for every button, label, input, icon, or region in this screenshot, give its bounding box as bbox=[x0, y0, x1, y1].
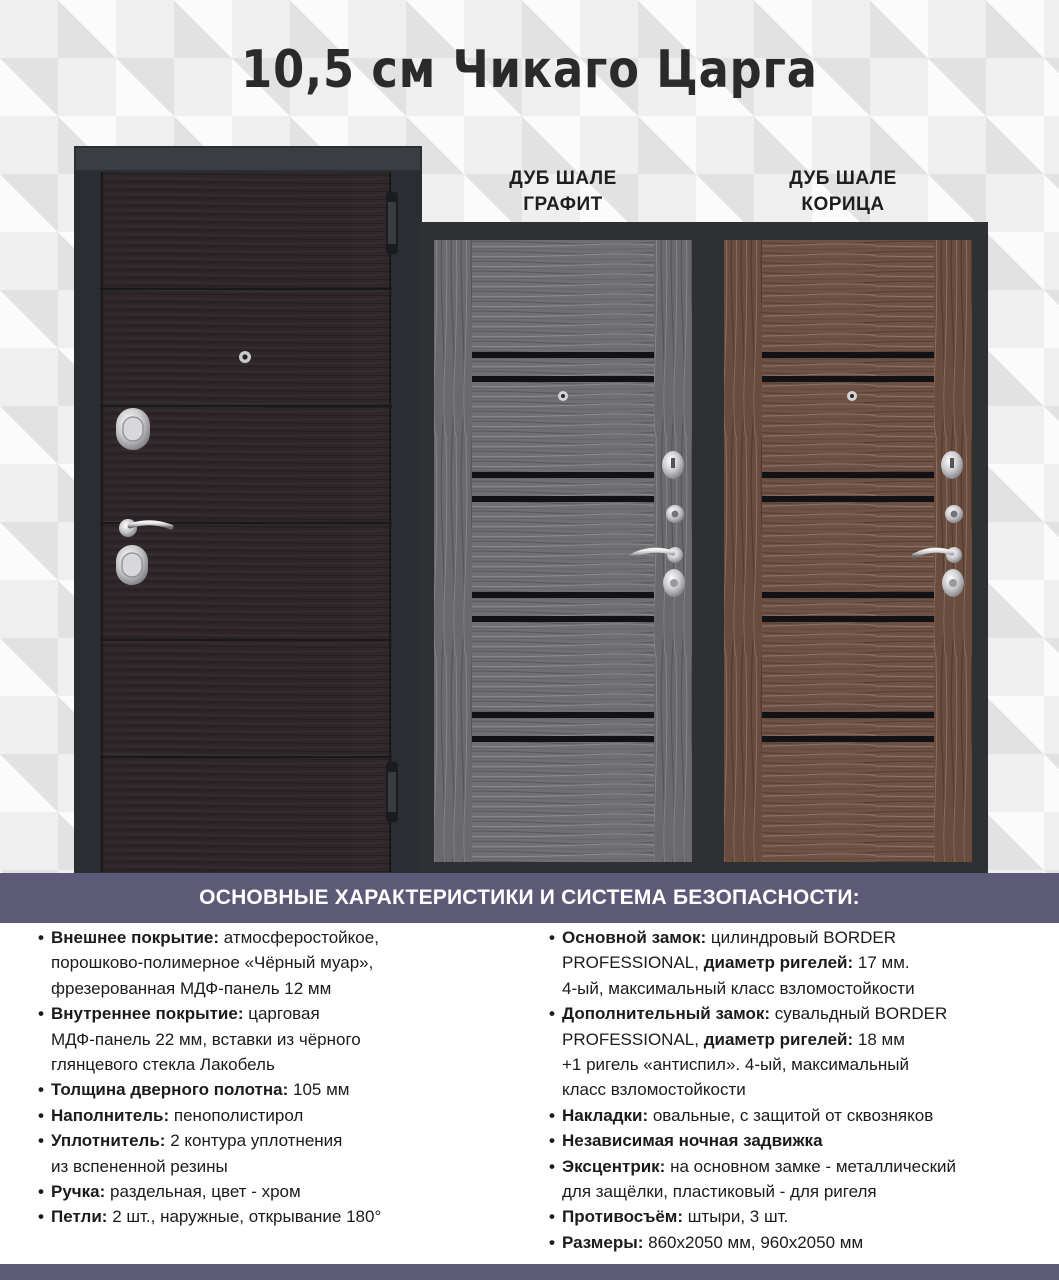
spec-label: Независимая ночная задвижка bbox=[562, 1131, 823, 1151]
spec-item bbox=[38, 1204, 508, 1229]
spec-text: +1 ригель «антиспил». 4-ый, максимальный bbox=[562, 1055, 909, 1075]
bullet: • bbox=[38, 1207, 44, 1227]
spec-text: царговая bbox=[243, 1004, 320, 1024]
spec-text: 17 мм. bbox=[853, 953, 910, 973]
door-hinge-icon bbox=[386, 192, 398, 254]
bullet: • bbox=[38, 1131, 44, 1151]
spec-text: раздельная, цвет - хром bbox=[105, 1182, 301, 1202]
spec-text: 2 шт., наружные, открывание 180° bbox=[107, 1207, 382, 1227]
spec-label: Основной замок: bbox=[562, 928, 707, 947]
bullet: • bbox=[549, 1232, 555, 1252]
lock-cover-icon bbox=[663, 569, 685, 597]
spec-item-covers bbox=[549, 1103, 1049, 1128]
specs-banner bbox=[0, 873, 1059, 923]
spec-label: Эксцентрик: bbox=[562, 1156, 666, 1176]
spec-text: цилиндровый BORDER bbox=[706, 928, 896, 947]
door-label-cinnamon-line1: ДУБ ШАЛЕ bbox=[789, 168, 897, 189]
spec-text: 860х2050 мм, 960х2050 мм bbox=[643, 1232, 864, 1252]
spec-label: Петли: bbox=[51, 1207, 108, 1227]
spec-text: из вспененной резины bbox=[51, 1156, 228, 1176]
spec-text: 2 контура уплотнения bbox=[165, 1131, 343, 1151]
spec-text: PROFESSIONAL, bbox=[562, 953, 704, 973]
spec-text: пенополистирол bbox=[169, 1105, 304, 1125]
specs-heading: ОСНОВНЫЕ ХАРАКТЕРИСТИКИ И СИСТЕМА БЕЗОПАСНОСТИ: bbox=[199, 886, 860, 909]
spec-text: на основном замке - металлический bbox=[665, 1156, 957, 1176]
spec-item-night-latch bbox=[549, 1128, 1049, 1153]
spec-label: диаметр ригелей: bbox=[703, 1029, 854, 1049]
spec-item bbox=[38, 1001, 508, 1077]
exterior-door-frame-top bbox=[76, 148, 420, 170]
bullet: • bbox=[38, 1182, 44, 1202]
spec-label: Наполнитель: bbox=[51, 1105, 170, 1125]
specs-left-column bbox=[38, 925, 508, 1230]
door-label-cinnamon-line2: КОРИЦА bbox=[801, 194, 885, 215]
spec-item bbox=[38, 1103, 508, 1128]
spec-item-main-lock bbox=[549, 925, 1049, 1001]
spec-text: 18 мм bbox=[853, 1029, 905, 1049]
spec-label: Дополнительный замок: bbox=[562, 1004, 771, 1024]
lock-cover-icon bbox=[662, 451, 684, 479]
bullet: • bbox=[549, 1131, 555, 1151]
spec-label: Внешнее покрытие: bbox=[51, 928, 220, 947]
bullet: • bbox=[38, 1080, 44, 1100]
door-hinge-icon bbox=[386, 762, 398, 822]
bullet: • bbox=[549, 928, 555, 947]
spec-text: овальные, с защитой от сквозняков bbox=[648, 1105, 934, 1125]
lock-cover-icon bbox=[941, 451, 963, 479]
door-label-graphite-line1: ДУБ ШАЛЕ bbox=[509, 168, 617, 189]
bullet: • bbox=[38, 1105, 44, 1125]
specs-right-column bbox=[549, 925, 1049, 1255]
spec-item-sizes bbox=[549, 1230, 1049, 1255]
lock-cover-icon bbox=[942, 569, 964, 597]
spec-label: Ручка: bbox=[51, 1182, 106, 1202]
bullet: • bbox=[549, 1207, 555, 1227]
lock-cover-icon bbox=[116, 408, 150, 450]
bullet: • bbox=[549, 1105, 555, 1125]
page-title: 10,5 см Чикаго Царга bbox=[241, 40, 818, 100]
spec-text: фрезерованная МДФ-панель 12 мм bbox=[51, 978, 332, 998]
lock-cover-icon bbox=[945, 505, 963, 523]
spec-item bbox=[38, 1077, 508, 1102]
spec-item-eccentric bbox=[549, 1154, 1049, 1205]
spec-item-anti-removal bbox=[549, 1204, 1049, 1229]
bullet: • bbox=[549, 1004, 555, 1024]
spec-text: глянцевого стекла Лакобель bbox=[51, 1055, 275, 1075]
spec-text: штыри, 3 шт. bbox=[683, 1207, 789, 1227]
lock-cover-icon bbox=[666, 505, 684, 523]
spec-item bbox=[38, 925, 508, 1001]
peephole-icon bbox=[239, 351, 251, 363]
spec-item-additional-lock bbox=[549, 1001, 1049, 1103]
peephole-icon bbox=[847, 391, 857, 401]
spec-label: Уплотнитель: bbox=[51, 1131, 166, 1151]
spec-label: Противосъём: bbox=[562, 1207, 684, 1227]
spec-item bbox=[38, 1128, 508, 1179]
spec-item bbox=[38, 1179, 508, 1204]
bullet: • bbox=[38, 928, 44, 947]
spec-text: атмосферостойкое, bbox=[219, 928, 379, 947]
bullet: • bbox=[38, 1004, 44, 1024]
cinnamon-left-stile bbox=[724, 240, 762, 862]
spec-label: Размеры: bbox=[562, 1232, 644, 1252]
spec-label: диаметр ригелей: bbox=[703, 953, 854, 973]
spec-label: Толщина дверного полотна: bbox=[51, 1080, 289, 1100]
spec-text: 105 мм bbox=[288, 1080, 350, 1100]
peephole-icon bbox=[558, 391, 568, 401]
spec-label: Внутреннее покрытие: bbox=[51, 1004, 244, 1024]
interior-door-graphite bbox=[419, 222, 711, 873]
interior-door-cinnamon bbox=[708, 222, 988, 873]
spec-text: для защёлки, пластиковый - для ригеля bbox=[562, 1182, 877, 1202]
bottom-bar bbox=[0, 1264, 1059, 1280]
bullet: • bbox=[549, 1156, 555, 1176]
graphite-left-stile bbox=[434, 240, 472, 862]
spec-text: PROFESSIONAL, bbox=[562, 1029, 704, 1049]
spec-label: Накладки: bbox=[562, 1105, 649, 1125]
spec-text: 4-ый, максимальный класс взломостойкости bbox=[562, 978, 915, 998]
spec-text: порошково-полимерное «Чёрный муар», bbox=[51, 953, 374, 973]
exterior-door bbox=[74, 146, 422, 873]
spec-text: класс взломостойкости bbox=[562, 1080, 746, 1100]
spec-text: сувальдный BORDER bbox=[770, 1004, 948, 1024]
lock-cover-icon bbox=[116, 545, 148, 585]
spec-text: МДФ-панель 22 мм, вставки из чёрного bbox=[51, 1029, 361, 1049]
door-label-graphite-line2: ГРАФИТ bbox=[523, 194, 603, 215]
